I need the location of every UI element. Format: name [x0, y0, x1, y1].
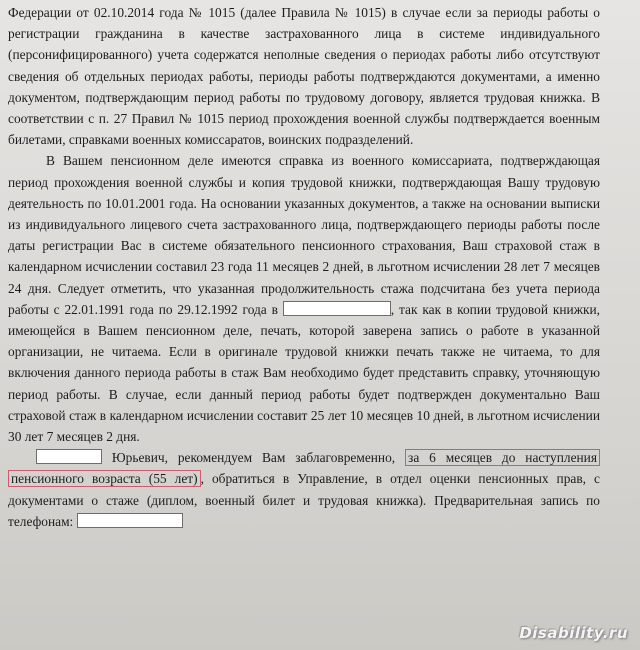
redacted-phone: [77, 513, 183, 528]
paragraph-3-patronymic: Юрьевич, рекомендуем Вам заблаговременно,: [111, 450, 396, 466]
highlight-pension-age: пенсионного возраста (55 лет): [8, 470, 201, 487]
watermark-logo: Disability.ru: [519, 624, 628, 642]
paragraph-2-text-b: , так как в копии трудовой книжки, имеющейся в Вашем пенсионном деле, печать, которой заверена запись о работе в указанной организации, не читаема. Если в оригинале трудовой книжки печать также не читаема, то для включения данного периода работы в стаж Вам необходимо будет представить справку, уточняющую период работы. В случае, если данный период работы будет подтвержден документально Ваш страховой стаж в календарном исчислении составит 25 лет 10 месяцев 10 дней, в льготном исчислении 30 лет 7 месяцев 2 дня.: [8, 301, 600, 445]
paragraph-2: [8, 150, 600, 447]
redacted-name: [36, 449, 102, 464]
paragraph-2-text-a: В Вашем пенсионном деле имеются справка из военного комиссариата, подтверждающая период прохождения военной службы и копия трудовой книжки, подтверждающая Вашу трудовую деятельность по 10.01.2001 года. На основании указанных документов, а также на основании выписки из индивидуального лицевого счета застрахованного лица, подтверждающего периоды работы после даты регистрации Вас в системе обязательного пенсионного страхования, Ваш страховой стаж в календарном исчислении составил 23 года 11 месяцев 2 дней, в льготном исчислении 28 лет 7 месяцев 24 дня. Следует отметить, что указанная продолжительность стажа подсчитана без учета периода работы с 22.01.1991 года по 29.12.1992 года в: [8, 153, 600, 317]
paragraph-1: Федерации от 02.10.2014 года № 1015 (далее Правила № 1015) в случае если за периоды работы о регистрации гражданина в качестве застрахованного лица в системе индивидуального (персонифицированного) учета содержатся неполные сведения о периодах работы либо отсутствуют сведения об отдельных периодах работы, периоды работы подтверждаются документами, а именно документом, подтверждающим период работы по трудовому договору, является трудовая книжка. В соответствии с п. 27 Правил № 1015 период прохождения военной службы подтверждается военным билетами, справками военных комиссаратов, воинских подразделений.: [8, 5, 600, 148]
highlight-six-months: за 6 месяцев до наступления: [405, 449, 600, 466]
redacted-organization: [283, 301, 391, 316]
paragraph-3-rest: , обратиться в Управление, в отдел оценки пенсионных прав, с документами о стаже (диплом, военный билет и трудовая книжка). Предварительная запись по телефонам:: [8, 471, 600, 529]
letter-body: [8, 2, 600, 532]
paragraph-3: [8, 447, 600, 532]
